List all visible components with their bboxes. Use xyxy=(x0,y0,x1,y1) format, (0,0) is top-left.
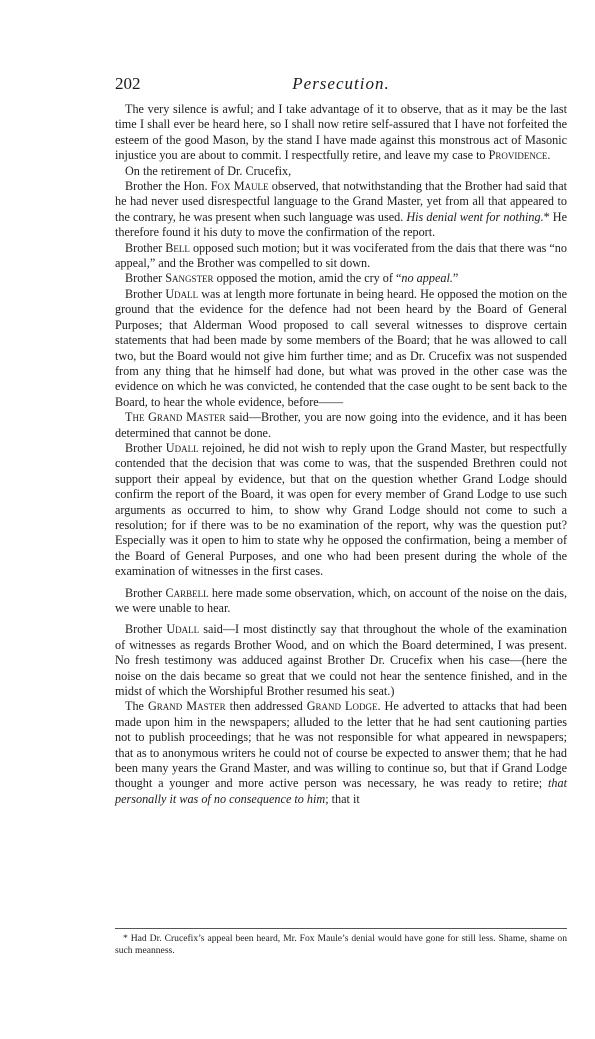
text-run: Brother xyxy=(125,440,166,455)
paragraph xyxy=(115,410,567,441)
text-run: here made some observation, which, on account of the noise on the dais, we were unable to hear. xyxy=(115,585,568,615)
running-title: Persecution. xyxy=(292,74,390,93)
text-run: was at length more fortunate in being heard. He opposed the motion on the ground that the evidence for the defence had not been heard by the Board of General Purposes; that Alderman Wood proposed to call several witnesses to disprove certain statements that had been made by some members of the Board; that he was allowed to call two, but the Board would not give him further time; and as Dr. Crucefix was not suspended from any thing that he himself had done, but what was proved in the other case was the evidence on which he was convicted, he contended that the case ought to be sent back to the Board, to hear the whole evidence, before—— xyxy=(115,286,567,409)
small-caps-run: Sangster xyxy=(165,271,214,286)
text-run: On the retirement of Dr. Crucefix, xyxy=(125,163,292,178)
body-text xyxy=(115,102,567,807)
italic-run: that personally it was of no consequence to him xyxy=(115,776,567,806)
paragraph xyxy=(115,699,567,807)
small-caps-run: Udall xyxy=(166,622,200,637)
italic-run: no appeal. xyxy=(401,271,453,286)
text-run: Brother xyxy=(125,240,166,255)
paragraph xyxy=(115,441,567,580)
small-caps-run: The Grand Master xyxy=(125,410,226,425)
small-caps-run: Grand Lodge. xyxy=(306,699,381,714)
paragraph xyxy=(115,622,567,699)
text-run: observed, that notwithstanding that the Brother had said that he had never used disrespectful language to the Grand Master, yet from all that appeared to the contrary, he was present when such language was used. xyxy=(115,179,568,224)
text-run: Brother xyxy=(125,622,167,637)
footnote xyxy=(115,933,567,957)
small-caps-run: Udall xyxy=(165,286,199,301)
text-run: opposed the motion, amid the cry of “ xyxy=(213,271,402,286)
paragraph xyxy=(115,164,567,179)
italic-run: His denial went for nothing. xyxy=(406,209,544,224)
paragraph xyxy=(115,179,567,241)
paragraph xyxy=(115,241,567,272)
small-caps-run: Fox Maule xyxy=(210,179,269,194)
text-run: ; that it xyxy=(325,791,360,806)
text-run: Brother xyxy=(125,271,166,286)
small-caps-run: Grand Master xyxy=(147,699,226,714)
paragraph xyxy=(115,271,567,286)
small-caps-run: Bell xyxy=(165,240,190,255)
small-caps-run: Udall xyxy=(165,440,199,455)
paragraph xyxy=(115,586,567,617)
text-run: The very silence is awful; and I take advantage of it to observe, that as it may be the last time I shall ever be heard here, so I shall now retire self-assured that I have not forfeited the esteem of the good Mason, by the stand I have made against this monstrous act of Masonic injustice you are about to commit. I respectfully retire, and leave my case to xyxy=(115,102,567,163)
running-head xyxy=(115,74,567,96)
footnote-text: * Had Dr. Crucefix’s appeal been heard, Mr. Fox Maule’s denial would have gone for still less. Shame, shame on such meanness. xyxy=(115,933,567,956)
text-run: said—I most distinctly say that throughout the whole of the examination of witnesses as regards Brother Wood, and on which the Board determined, I was present. No fresh testimony was adduced against Brother Dr. Crucefix when his case—(here the noise on the dais became so great that we could not hear the sentence finished, and in the midst of which the Worshipful Brother resumed his seat.) xyxy=(115,622,567,699)
text-run: Brother xyxy=(125,286,166,301)
text-run: Brother xyxy=(125,585,166,600)
paragraph xyxy=(115,287,567,410)
text-run: ” xyxy=(452,271,459,286)
page-number: 202 xyxy=(115,74,141,93)
text-run: said—Brother, you are now going into the evidence, and it has been determined that cannot be done. xyxy=(115,410,567,440)
small-caps-run: Carbell xyxy=(165,585,209,600)
text-run: He adverted to attacks that had been made upon him in the newspapers; alluded to the letter that he had sent cautioning parties not to publish proceedings; that he was not responsible for what appeared in newspapers; that as to anonymous writers he could not of course be expected to answer them; that he had been many years the Grand Master, and was willing to continue so, but that if Grand Lodge thought a younger and more active person was necessary, he was ready to retire; xyxy=(115,699,567,791)
text-run: opposed such motion; but it was vociferated from the dais that there was “no appeal,” and the Brother was compelled to sit down. xyxy=(115,240,567,271)
text-run: Brother the Hon. xyxy=(125,179,211,194)
paragraph xyxy=(115,102,567,164)
small-caps-run: Providence. xyxy=(488,148,551,163)
footnote-rule xyxy=(115,928,567,929)
text-run: rejoined, he did not wish to reply upon the Grand Master, but respectfully contended that the decision that was come to was, that the suspended Brethren could not support their appeal by evidence, but that on the question whether Grand Lodge should confirm the report of the Board, it was open for every member of Grand Lodge to use such arguments as occurred to him, to show why Grand Lodge should not come to such a resolution; for if there was to be no examination of the report, why was the question put? Especially was it open to him to state why he opposed the confirmation, being a member of the Board of General Purposes, and one who had been present during the whole of the examination of witnesses in the first cases. xyxy=(115,440,567,579)
text-run: * He therefore found it his duty to move the confirmation of the report. xyxy=(115,209,568,240)
text-run: then addressed xyxy=(225,699,307,714)
text-run: The xyxy=(125,699,148,714)
